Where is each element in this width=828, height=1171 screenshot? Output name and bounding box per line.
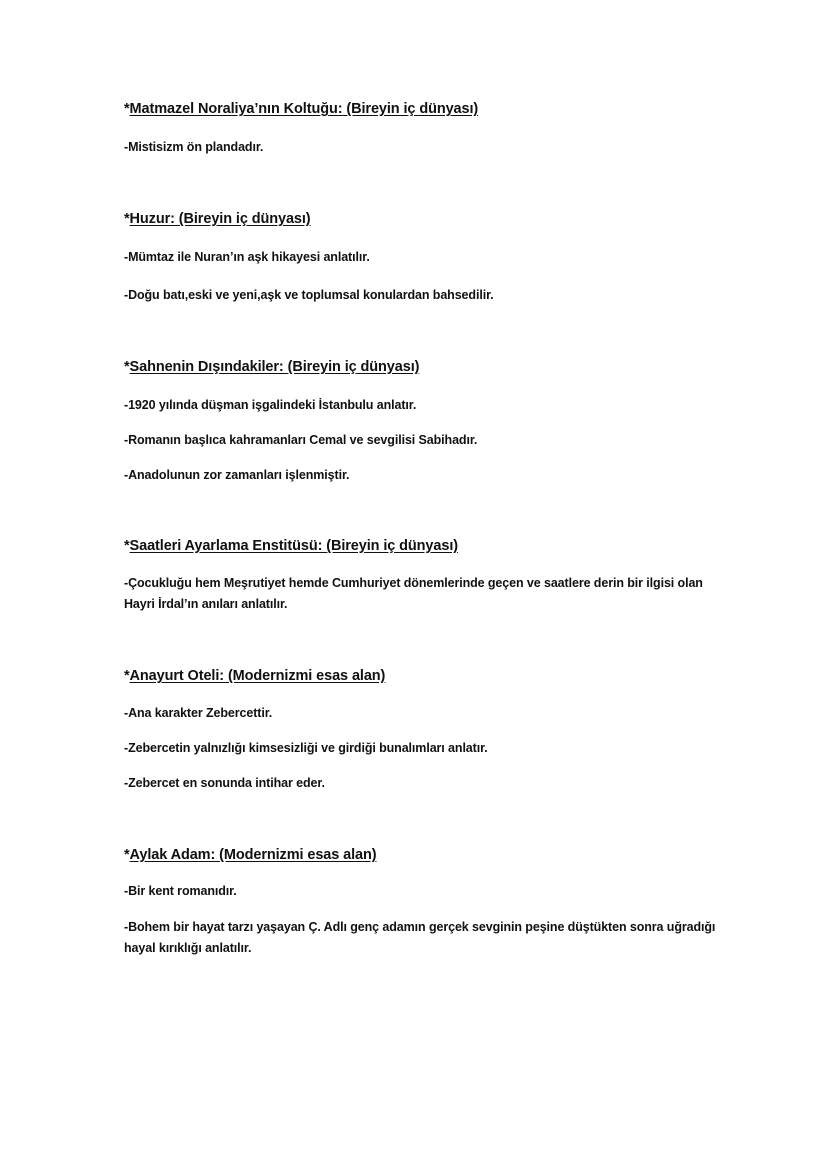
section-line: -Çocukluğu hem Meşrutiyet hemde Cumhuriyet dönemlerinde geçen ve saatlere derin bir ilgisi olan Hayri İrdal’ın anıları anlatılır. <box>124 576 703 611</box>
heading-star: * <box>124 211 130 227</box>
heading-star: * <box>124 847 130 863</box>
section-line: -Anadolunun zor zamanları işlenmiştir. <box>124 468 350 482</box>
section-line: -Bir kent romanıdır. <box>124 884 237 898</box>
section-line: -Zebercetin yalnızlığı kimsesizliği ve girdiği bunalımları anlatır. <box>124 741 488 755</box>
section-heading-anayurt-oteli <box>124 667 385 685</box>
heading-star: * <box>124 668 130 684</box>
heading-title: Huzur: (Bireyin iç dünyası) <box>129 211 311 227</box>
section-heading-sahnenin-disindakiler <box>124 358 419 376</box>
heading-title: Sahnenin Dışındakiler: (Bireyin iç dünyası) <box>129 359 420 375</box>
section-line: -Ana karakter Zebercettir. <box>124 706 273 720</box>
section-line: -Zebercet en sonunda intihar eder. <box>124 776 325 790</box>
section-heading-matmazel-noraliya <box>124 100 478 118</box>
heading-title: Saatleri Ayarlama Enstitüsü: (Bireyin iç dünyası) <box>129 538 458 554</box>
section-line: -Mistisizm ön plandadır. <box>124 140 264 154</box>
heading-star: * <box>124 101 130 117</box>
section-line: -1920 yılında düşman işgalindeki İstanbulu anlatır. <box>124 398 417 412</box>
heading-star: * <box>124 359 130 375</box>
section-heading-saatleri-ayarlama <box>124 537 458 555</box>
section-line: -Bohem bir hayat tarzı yaşayan Ç. Adlı genç adamın gerçek sevginin peşine düştükten sonra uğradığı hayal kırıklığı anlatılır. <box>124 920 716 955</box>
section-line: -Mümtaz ile Nuran’ın aşk hikayesi anlatılır. <box>124 250 370 264</box>
heading-title: Aylak Adam: (Modernizmi esas alan) <box>129 847 377 863</box>
heading-title: Anayurt Oteli: (Modernizmi esas alan) <box>129 668 386 684</box>
section-heading-aylak-adam <box>124 846 376 864</box>
heading-title: Matmazel Noraliya’nın Koltuğu: (Bireyin iç dünyası) <box>129 101 479 117</box>
section-line: -Doğu batı,eski ve yeni,aşk ve toplumsal konulardan bahsedilir. <box>124 288 494 302</box>
heading-star: * <box>124 538 130 554</box>
section-heading-huzur <box>124 210 311 228</box>
section-line: -Romanın başlıca kahramanları Cemal ve sevgilisi Sabihadır. <box>124 433 478 447</box>
